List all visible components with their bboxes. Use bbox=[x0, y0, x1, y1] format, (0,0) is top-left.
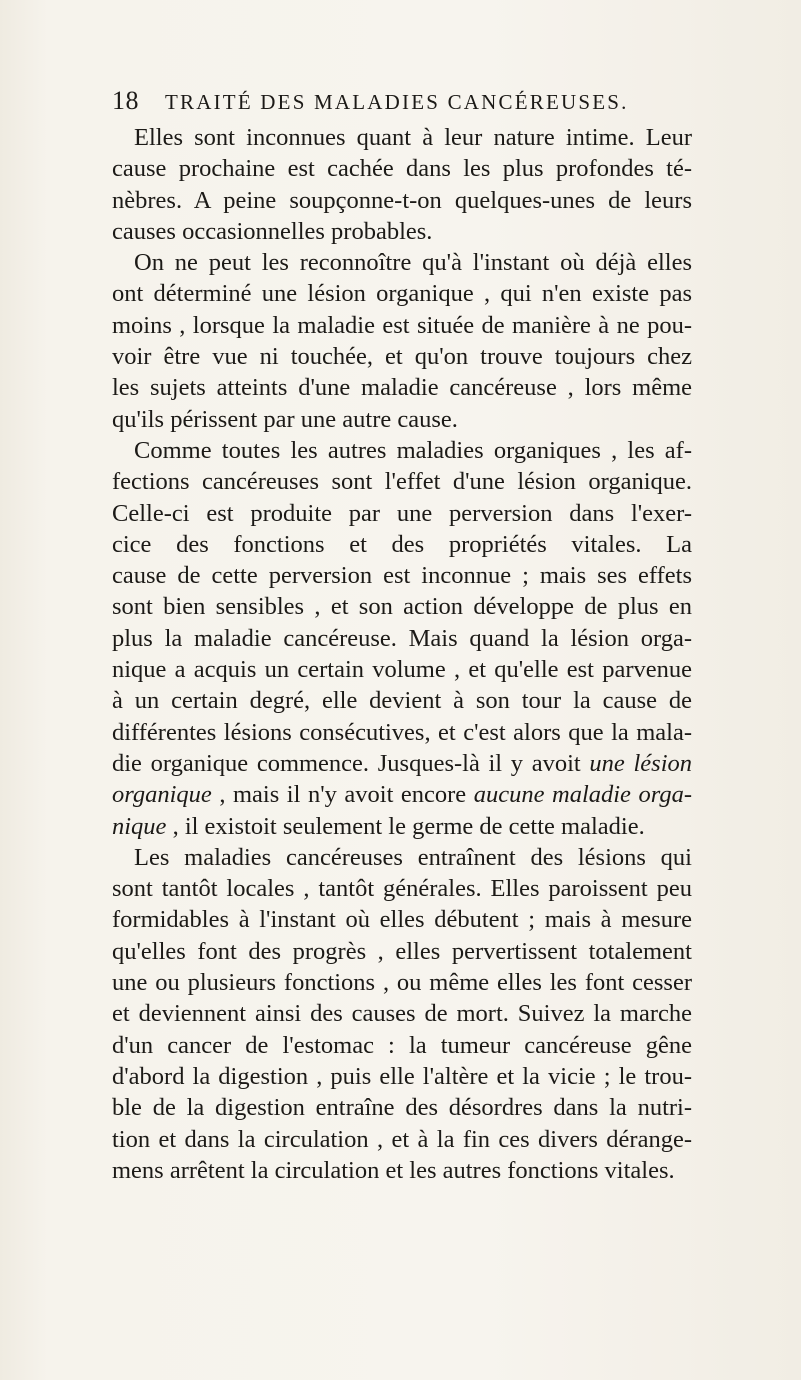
page-number: 18 bbox=[112, 86, 139, 115]
text-line bbox=[112, 560, 692, 591]
line-text: ont déterminé une lésion organique , qui n'en existe pas bbox=[112, 280, 692, 308]
text-line bbox=[112, 1155, 692, 1186]
text-line bbox=[112, 466, 692, 497]
italic-text: une lésion bbox=[589, 749, 693, 777]
line-text: plus la maladie cancéreuse. Mais quand la lésion orga- bbox=[112, 624, 692, 652]
line-text: différentes lésions consécutives, et c'est alors que la mala- bbox=[112, 718, 692, 746]
text-line bbox=[112, 591, 692, 622]
text-line bbox=[112, 372, 692, 403]
line-text: Celle-ci est produite par une perversion dans l'exer- bbox=[112, 499, 692, 527]
line-text: cause prochaine est cachée dans les plus profondes té- bbox=[112, 155, 692, 183]
text-line bbox=[112, 936, 692, 967]
line-text: cice des fonctions et des propriétés vitales. La bbox=[112, 530, 692, 558]
line-text: nique a acquis un certain volume , et qu'elle est parvenue bbox=[112, 656, 692, 684]
text-line bbox=[112, 278, 692, 309]
line-text: causes occasionnelles probables. bbox=[112, 217, 433, 245]
line-text: et deviennent ainsi des causes de mort. Suivez la marche bbox=[112, 1000, 692, 1028]
line-text: les sujets atteints d'une maladie cancéreuse , lors même bbox=[112, 374, 692, 402]
line-text: qu'elles font des progrès , elles pervertissent totalement bbox=[112, 937, 692, 965]
line-text: formidables à l'instant où elles débutent ; mais à mesure bbox=[112, 906, 692, 934]
text-line bbox=[112, 779, 692, 810]
line-text: sont tantôt locales , tantôt générales. Elles paroissent peu bbox=[112, 875, 692, 903]
italic-text: aucune maladie orga- bbox=[473, 781, 692, 809]
line-text: à un certain degré, elle devient à son tour la cause de bbox=[112, 687, 692, 715]
line-text: tion et dans la circulation , et à la fin ces divers dérange- bbox=[112, 1125, 692, 1153]
text-line bbox=[112, 1030, 692, 1061]
text-line bbox=[112, 247, 692, 278]
line-text: Elles sont inconnues quant à leur nature intime. Leur bbox=[134, 124, 692, 151]
line-text: d'abord la digestion , puis elle l'altère et la vicie ; le trou- bbox=[112, 1062, 692, 1090]
text-line bbox=[112, 842, 692, 873]
text-line bbox=[112, 967, 692, 998]
line-text: Comme toutes les autres maladies organiques , les af- bbox=[134, 436, 692, 464]
line-text: , il existoit seulement le germe de cette maladie. bbox=[166, 812, 645, 840]
text-line bbox=[112, 529, 692, 560]
running-head: TRAITÉ DES MALADIES CANCÉREUSES. bbox=[165, 90, 629, 114]
text-line bbox=[112, 623, 692, 654]
text-line bbox=[112, 185, 692, 216]
body-text bbox=[112, 122, 692, 1186]
text-line bbox=[112, 310, 692, 341]
line-text: d'un cancer de l'estomac : la tumeur cancéreuse gêne bbox=[112, 1031, 692, 1059]
line-text: die organique commence. Jusques-là il y avoit bbox=[112, 749, 590, 777]
line-text: , mais il n'y avoit encore bbox=[211, 781, 474, 809]
line-text: une ou plusieurs fonctions , ou même elles les font cesser bbox=[112, 969, 692, 997]
line-text: On ne peut les reconnoître qu'à l'instant où déjà elles bbox=[134, 249, 692, 277]
line-text: qu'ils périssent par une autre cause. bbox=[112, 405, 458, 433]
line-text: cause de cette perversion est inconnue ; mais ses effets bbox=[112, 562, 692, 590]
text-line bbox=[112, 685, 692, 716]
page-header bbox=[112, 86, 692, 120]
text-line bbox=[112, 1124, 692, 1155]
line-text: moins , lorsque la maladie est située de manière à ne pou- bbox=[112, 311, 692, 339]
text-line bbox=[112, 748, 692, 779]
line-text: sont bien sensibles , et son action développe de plus en bbox=[112, 593, 692, 621]
text-line bbox=[112, 153, 692, 184]
text-line bbox=[112, 873, 692, 904]
text-line bbox=[112, 498, 692, 529]
text-line bbox=[112, 404, 692, 435]
text-line bbox=[112, 435, 692, 466]
text-line bbox=[112, 998, 692, 1029]
italic-text: organique bbox=[112, 781, 212, 809]
text-line bbox=[112, 1092, 692, 1123]
line-text: fections cancéreuses sont l'effet d'une lésion organique. bbox=[112, 468, 692, 496]
text-line bbox=[112, 216, 692, 247]
line-text: voir être vue ni touchée, et qu'on trouve toujours chez bbox=[112, 343, 692, 371]
text-line bbox=[112, 717, 692, 748]
line-text: nèbres. A peine soupçonne-t-on quelques-unes de leurs bbox=[112, 186, 692, 214]
line-text: ble de la digestion entraîne des désordres dans la nutri- bbox=[112, 1094, 692, 1122]
line-text: Les maladies cancéreuses entraînent des lésions qui bbox=[134, 843, 692, 871]
line-text: mens arrêtent la circulation et les autres fonctions vitales. bbox=[112, 1156, 675, 1184]
text-line bbox=[112, 811, 692, 842]
text-line bbox=[112, 341, 692, 372]
text-line bbox=[112, 1061, 692, 1092]
text-line bbox=[112, 122, 692, 153]
italic-text: nique bbox=[112, 812, 167, 840]
text-line bbox=[112, 654, 692, 685]
text-line bbox=[112, 904, 692, 935]
